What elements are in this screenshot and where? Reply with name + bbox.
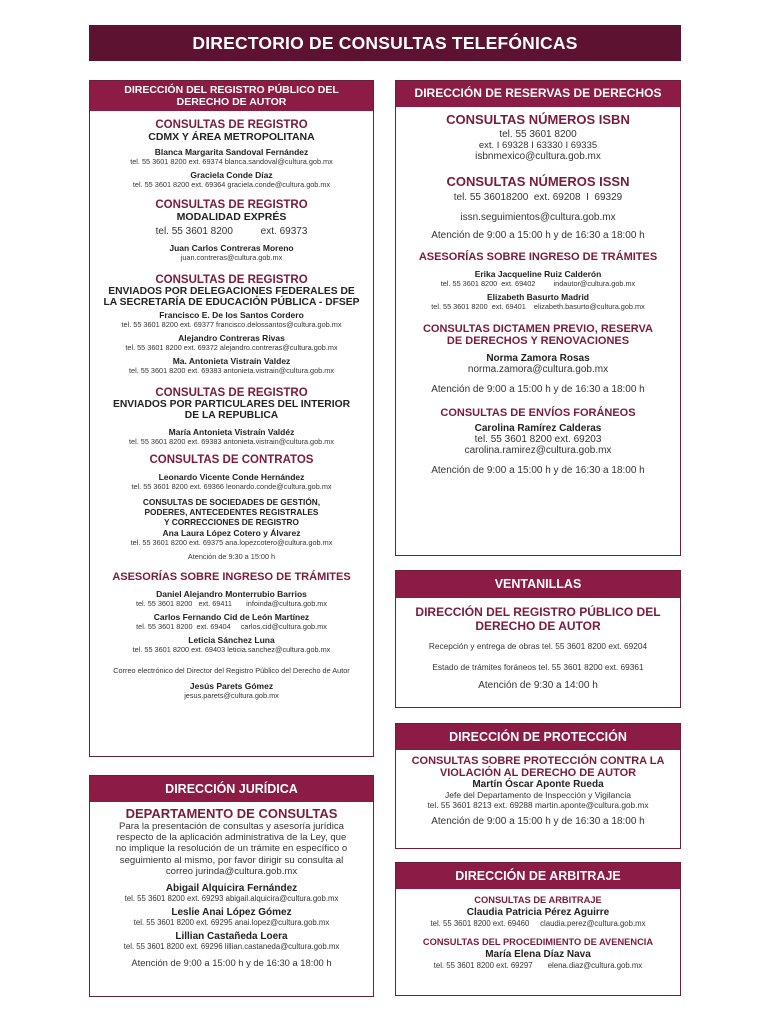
contact-email: juan.contreras@cultura.gob.mx bbox=[180, 253, 283, 262]
contact-line: tel. 55 3601 8200 ext. 69366 leonardo.conde@cultura.gob.mx bbox=[131, 482, 332, 491]
reservas-header: DIRECCIÓN DE RESERVAS DE DERECHOS bbox=[396, 81, 680, 107]
contact-name: Ma. Antonieta Vistraín Valdez bbox=[172, 356, 291, 366]
hours-text: Atención de 9:00 a 15:00 h y de 16:30 a 18:00 h bbox=[431, 230, 645, 241]
arbitraje-box bbox=[395, 862, 681, 996]
hours-text: Atención de 9:00 a 15:00 h y de 16:30 a 18:00 h bbox=[431, 384, 645, 395]
section-subtitle: LA SECRETARÍA DE EDUCACIÓN PÚBLICA - DFSEP bbox=[103, 297, 360, 308]
contact-name: Carolina Ramírez Calderas bbox=[474, 423, 602, 434]
registro-publico-header bbox=[90, 81, 373, 111]
contact-line: tel. 55 3601 8200 ext. 69364 graciela.conde@cultura.gob.mx bbox=[132, 180, 331, 189]
page-title: DIRECTORIO DE CONSULTAS TELEFÓNICAS bbox=[89, 25, 681, 61]
contact-name: María Elena Díaz Nava bbox=[485, 949, 591, 960]
contact-name: María Antonieta Vistraín Valdéz bbox=[168, 427, 295, 437]
contact-line: tel. 55 3601 8200 ext. 69293 abigail.alquicira@cultura.gob.mx bbox=[124, 894, 339, 904]
contact-name: Martín Óscar Aponte Rueda bbox=[472, 779, 604, 790]
contact-line: tel. 55 3601 8200 ext. 69374 blanca.sandoval@cultura.gob.mx bbox=[130, 157, 333, 166]
email-line: isbnmexico@cultura.gob.mx bbox=[475, 151, 601, 162]
header-line: DIRECCIÓN DEL REGISTRO PÚBLICO DEL bbox=[124, 83, 339, 96]
contact-name: Leonardo Vicente Conde Hernández bbox=[158, 472, 305, 482]
contact-name: Ana Laura López Cotero y Álvarez bbox=[162, 528, 301, 538]
contact-line: tel. 55 3601 8200 ext. 69402 indautor@cultura.gob.mx bbox=[440, 279, 636, 288]
section-subtitle: ENVIADOS POR PARTICULARES DEL INTERIOR bbox=[112, 399, 351, 410]
ventanillas-header: VENTANILLAS bbox=[396, 571, 680, 598]
contact-name: Daniel Alejandro Monterrubio Barrios bbox=[156, 589, 307, 599]
contact-role: Jefe del Departamento de Inspección y Vigilancia bbox=[444, 790, 631, 800]
contact-name: Graciela Conde Díaz bbox=[190, 170, 273, 180]
section-subtitle: ENVIADOS POR DELEGACIONES FEDERALES DE bbox=[108, 286, 355, 297]
section-title: CONSULTAS DE REGISTRO bbox=[155, 199, 308, 211]
contact-line: tel. 55 3601 8213 ext. 69288 martin.aponte@cultura.gob.mx bbox=[427, 800, 649, 810]
director-name: Jesús Parets Gómez bbox=[189, 681, 274, 691]
section-title: CONSULTAS DE REGISTRO bbox=[155, 119, 308, 131]
section-title: CONSULTAS DE ARBITRAJE bbox=[474, 895, 602, 905]
contact-name: Francisco E. De los Santos Cordero bbox=[159, 310, 304, 320]
contact-name: Leslie Anai López Gómez bbox=[171, 907, 292, 919]
contact-name: Claudia Patricia Pérez Aguirre bbox=[466, 907, 610, 918]
contact-name: Juan Carlos Contreras Moreno bbox=[169, 243, 294, 253]
contact-name: Norma Zamora Rosas bbox=[486, 353, 590, 364]
section-title: CONSULTAS DEL PROCEDIMIENTO DE AVENENCIA bbox=[422, 937, 654, 947]
paragraph-line: no implique la resolución de un trámite en específico o bbox=[115, 843, 348, 855]
ext-line: ext. I 69328 I 63330 I 69335 bbox=[478, 140, 598, 151]
section-subtitle: Y CORRECCIONES DE REGISTRO bbox=[164, 517, 299, 527]
paragraph-line: seguimiento al mismo, por favor dirigir su consulta al bbox=[119, 854, 344, 866]
section-title: CONSULTAS SOBRE PROTECCIÓN CONTRA LA bbox=[411, 755, 665, 767]
phone-line: tel. 55 3601 8200 bbox=[499, 129, 577, 140]
section-title: DERECHO DE AUTOR bbox=[475, 619, 601, 633]
contact-line: tel. 55 3601 8200 ext. 69383 antonieta.vistrain@cultura.gob.mx bbox=[129, 366, 334, 375]
proteccion-header: DIRECCIÓN DE PROTECCIÓN bbox=[396, 724, 680, 750]
section-title: CONSULTAS DE ENVÍOS FORÁNEOS bbox=[440, 407, 636, 419]
reservas-box bbox=[395, 80, 681, 556]
contact-name: Abigail Alquicira Fernández bbox=[165, 883, 298, 895]
director-email: jesus.parets@cultura.gob.mx bbox=[184, 691, 279, 700]
proteccion-box bbox=[395, 723, 681, 849]
section-subtitle: DE LA REPUBLICA bbox=[184, 410, 279, 421]
contact-line: tel. 55 3601 8200 ext. 69295 anai.lopez@cultura.gob.mx bbox=[133, 918, 330, 928]
hours-text: Atención de 9:00 a 15:00 h y de 16:30 a 18:00 h bbox=[431, 465, 645, 476]
contact-line: tel. 55 3601 8200 ext. 69411 infoinda@cultura.gob.mx bbox=[135, 599, 328, 608]
contact-name: Carlos Fernando Cid de León Martínez bbox=[153, 612, 310, 622]
paragraph-line: Para la presentación de consultas y asesoría jurídica bbox=[118, 821, 345, 832]
section-title: CONSULTAS DE REGISTRO bbox=[155, 274, 308, 286]
contact-line: tel. 55 3601 8200 ext. 69297 elena.diaz@cultura.gob.mx bbox=[433, 961, 643, 970]
contact-name: Alejandro Contreras Rivas bbox=[178, 333, 285, 343]
section-title: CONSULTAS DICTAMEN PREVIO, RESERVA bbox=[422, 323, 653, 335]
section-title: DE DERECHOS Y RENOVACIONES bbox=[446, 335, 630, 347]
section-subtitle: CDMX Y ÁREA METROPOLITANA bbox=[148, 131, 315, 143]
section-title: DEPARTAMENTO DE CONSULTAS bbox=[125, 806, 338, 821]
arbitraje-header: DIRECCIÓN DE ARBITRAJE bbox=[396, 863, 680, 889]
section-title: DIRECCIÓN DEL REGISTRO PÚBLICO DEL bbox=[415, 605, 661, 619]
phone-line: tel. 55 36018200 ext. 69208 I 69329 bbox=[453, 192, 623, 203]
juridica-header: DIRECCIÓN JURÍDICA bbox=[90, 776, 373, 802]
contact-line: tel. 55 3601 8200 ext. 69296 lillian.castaneda@cultura.gob.mx bbox=[123, 942, 340, 952]
section-title: ASESORÍAS SOBRE INGRESO DE TRÁMITES bbox=[418, 251, 658, 263]
email-line: issn.seguimientos@cultura.gob.mx bbox=[460, 212, 616, 223]
juridica-box bbox=[89, 775, 374, 997]
hours-text: Atención de 9:30 a 14:00 h bbox=[478, 680, 598, 691]
contact-name: Lillian Castañeda Loera bbox=[175, 931, 288, 943]
section-subtitle: PODERES, ANTECEDENTES REGISTRALES bbox=[144, 507, 319, 517]
email-line: norma.zamora@cultura.gob.mx bbox=[467, 364, 609, 375]
info-line: Estado de trámites foráneos tel. 55 3601 8200 ext. 69361 bbox=[432, 662, 644, 672]
section-title: CONSULTAS NÚMEROS ISSN bbox=[446, 174, 630, 189]
phone-line: tel. 55 3601 8200 ext. 69203 bbox=[474, 434, 602, 445]
section-title: VIOLACIÓN AL DERECHO DE AUTOR bbox=[439, 767, 637, 779]
phone-line: tel. 55 3601 8200 ext. 69373 bbox=[155, 226, 308, 237]
contact-line: tel. 55 3601 8200 ext. 69403 leticia.sanchez@cultura.gob.mx bbox=[132, 645, 331, 654]
contact-name: Leticia Sánchez Luna bbox=[188, 635, 275, 645]
hours-text: Atención de 9:30 a 15:00 h bbox=[187, 552, 276, 561]
section-title: CONSULTAS DE CONTRATOS bbox=[149, 454, 314, 466]
paragraph-line: correo jurinda@cultura.gob.mx bbox=[165, 865, 298, 877]
ventanillas-box bbox=[395, 570, 681, 708]
contact-line: tel. 55 3601 8200 ext. 69404 carlos.cid@cultura.gob.mx bbox=[136, 622, 327, 631]
contact-line: tel. 55 3601 8200 ext. 69401 elizabeth.basurto@cultura.gob.mx bbox=[431, 302, 645, 311]
section-title: ASESORÍAS SOBRE INGRESO DE TRÁMITES bbox=[112, 571, 351, 583]
section-subtitle: CONSULTAS DE SOCIEDADES DE GESTIÓN, bbox=[142, 497, 321, 507]
contact-name: Blanca Margarita Sandoval Fernández bbox=[154, 147, 309, 157]
contact-line: tel. 55 3601 8200 ext. 69383 antonieta.vistrain@cultura.gob.mx bbox=[129, 437, 334, 446]
section-title: CONSULTAS DE REGISTRO bbox=[155, 387, 308, 399]
hours-text: Atención de 9:00 a 15:00 h y de 16:30 a 18:00 h bbox=[131, 957, 332, 969]
section-title: CONSULTAS NÚMEROS ISBN bbox=[446, 112, 630, 127]
director-note: Correo electrónico del Director del Registro Público del Derecho de Autor bbox=[113, 666, 350, 675]
contact-name: Elizabeth Basurto Madrid bbox=[486, 292, 589, 302]
header-line: DERECHO DE AUTOR bbox=[176, 96, 287, 108]
hours-text: Atención de 9:00 a 15:00 h y de 16:30 a 18:00 h bbox=[431, 816, 645, 827]
section-subtitle: MODALIDAD EXPRÉS bbox=[176, 211, 287, 223]
email-line: carolina.ramirez@cultura.gob.mx bbox=[464, 445, 612, 456]
contact-line: tel. 55 3601 8200 ext. 69375 ana.lopezcotero@cultura.gob.mx bbox=[130, 538, 333, 547]
contact-line: tel. 55 3601 8200 ext. 69372 alejandro.contreras@cultura.gob.mx bbox=[125, 343, 338, 352]
registro-publico-box bbox=[89, 80, 374, 757]
info-line: Recepción y entrega de obras tel. 55 3601 8200 ext. 69204 bbox=[428, 641, 648, 651]
contact-line: tel. 55 3601 8200 ext. 69377 francisco.delossantos@cultura.gob.mx bbox=[121, 320, 342, 329]
contact-line: tel. 55 3601 8200 ext. 69460 claudia.perez@cultura.gob.mx bbox=[430, 919, 646, 928]
contact-name: Erika Jacqueline Ruiz Calderón bbox=[474, 269, 602, 279]
paragraph-line: respecto de la aplicación administrativa de la Ley, que bbox=[116, 832, 347, 844]
